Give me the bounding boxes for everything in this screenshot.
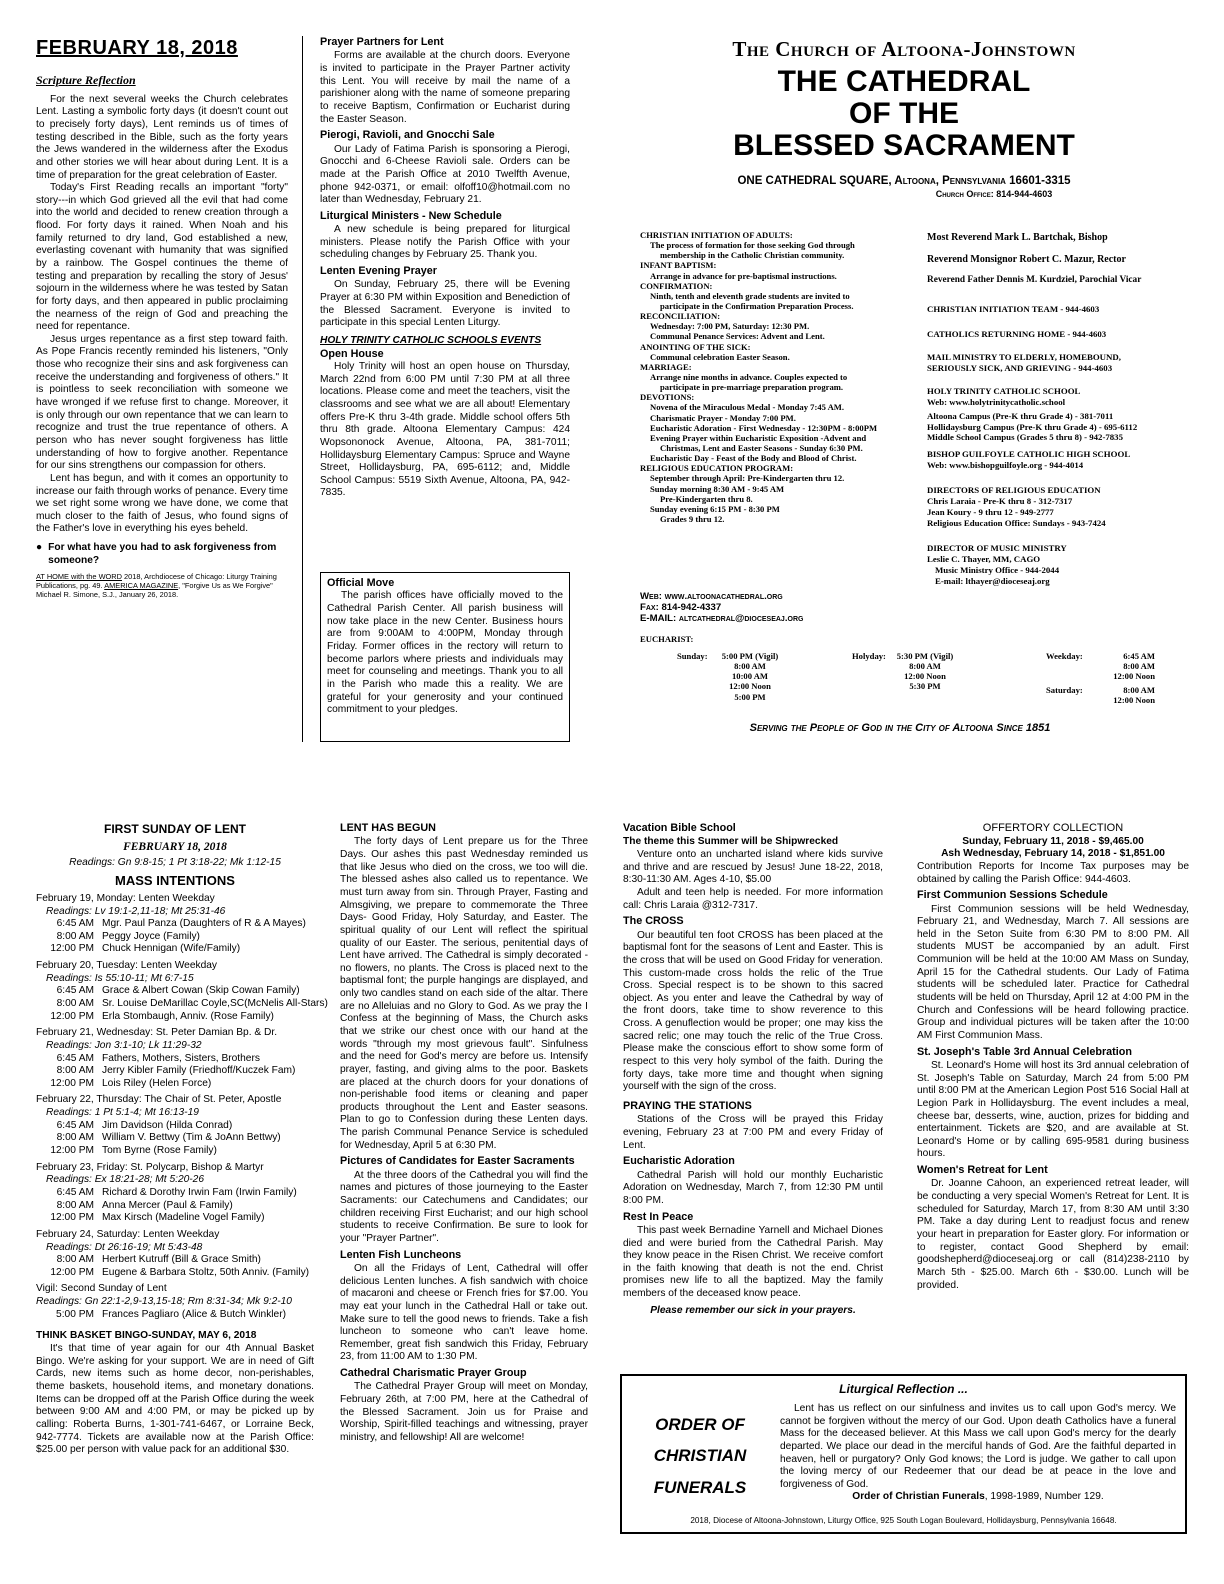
weekday-label: Weekday: [1046, 651, 1083, 661]
source-text-d: , "Forgive Us as We Forgive" Michael R. Simone, S.J., January 26, 2018. [36, 581, 273, 600]
intention-time: 12:00 PM [50, 1010, 94, 1022]
sacrament-detail: Pre-Kindergarten thru 8. [660, 493, 753, 504]
scripture-column [36, 36, 288, 600]
sacrament-detail: Communal Penance Services: Advent and Lent. [650, 331, 825, 342]
side-label-line: FUNERALS [653, 1477, 747, 1497]
reflection-box-body [780, 1403, 1176, 1504]
source-title-a: AT HOME with the WORD [36, 572, 122, 582]
sacrament-heading: DEVOTIONS: [640, 392, 695, 403]
sacrament-detail: Eucharistic Adoration - First Wednesday - 12:30PM - 8:00PM [650, 422, 878, 433]
open-house-title: Open House [320, 347, 384, 360]
mass-time: 6:45 AM [1123, 651, 1155, 661]
hollidaysburg-campus: Hollidaysburg Campus (Pre-K thru Grade 4) - 695-6112 [927, 421, 1138, 432]
intention-name: Fathers, Mothers, Sisters, Brothers [102, 1052, 260, 1064]
music-block [927, 543, 1197, 587]
cross-title: The CROSS [623, 915, 684, 928]
mass-time: 10:00 AM [731, 671, 769, 682]
parish-news-column [623, 822, 883, 1317]
adoration-title: Eucharistic Adoration [623, 1155, 735, 1168]
liturgical-reflection-box [620, 1374, 1187, 1534]
holyday-label: Holyday: [852, 651, 886, 661]
rip-title: Rest In Peace [623, 1210, 694, 1223]
st-joseph-title: St. Joseph's Table 3rd Annual Celebration [917, 1045, 1132, 1058]
middle-campus: Middle School Campus (Grades 5 thru 8) - 942-7835 [927, 432, 1123, 443]
mass-intention [36, 985, 314, 998]
vigil-intention [36, 1309, 314, 1322]
intention-time: 6:45 AM [56, 1052, 94, 1064]
mass-time: 5:00 PM [734, 691, 766, 702]
mass-time: 12:00 Noon [1113, 671, 1155, 682]
intention-name: Sr. Louise DeMarillac Coyle,SC(McNelis All-Stars) [102, 998, 328, 1009]
reflection-paragraph: Lent has begun, and with it comes an opportunity to increase our faith through works of penance. Every time we set right some wrong we have done, we come that much closer to the faith of Jesus, who found signs of the Father's love in everything his eyes beheld. [36, 472, 288, 535]
column-divider [302, 36, 303, 742]
mass-day-title: February 23, Friday: St. Polycarp, Bishop & Martyr [36, 1161, 264, 1173]
dre-block [927, 485, 1197, 529]
intention-time: 8:00 AM [56, 930, 94, 942]
intention-time: 12:00 PM [50, 1077, 94, 1089]
bingo-title: THINK BASKET BINGO-SUNDAY, MAY 6, 2018 [36, 1330, 257, 1342]
reflection-box-text: Lent has us reflect on our sinfulness and invites us to call upon God's mercy. We cannot be forgiven without the mercy of our God. Upon death Catholics have a funeral Mass for the deceased believer. At this Mass we call upon God's mercy for the dearly departed. We place our dead in the merciful hands of God. Are the faithful departed in heaven, hell or purgatory? Only God knows; the Lord is judge. We gather to call upon the loving mercy of our Redeemer that our dead be at peace in the love and forgiveness of God. [780, 1403, 1176, 1490]
womens-retreat-title: Women's Retreat for Lent [917, 1164, 1048, 1177]
mail-ministry-line: SERIOUSLY SICK, AND GRIEVING - 944-4603 [927, 362, 1113, 373]
mass-time: 8:00 AM [909, 661, 941, 672]
question-text: For what have you had to ask forgiveness from someone? [48, 542, 277, 566]
side-label-line: ORDER OF [655, 1415, 745, 1434]
mass-time: 12:00 Noon [729, 681, 771, 692]
official-move-text: The parish offices have officially moved to the Cathedral Parish Center. All parish business will now take place in the new Center. Business hours are from 9:00AM to 4:00PM, Monday through Friday. Former offices in the rectory will return to become parlors where priests and individuals may meet for counseling and meetings. Thank you to all in the Parish who made this a reality. We are grateful for your generosity and your continued commitment to your pledges. [327, 590, 563, 716]
intention-name: Herbert Kutruff (Bill & Grace Smith) [102, 1254, 261, 1266]
intention-time: 12:00 PM [50, 1266, 94, 1278]
mass-day-title: February 24, Saturday: Lenten Weekday [36, 1228, 220, 1240]
intention-time: 8:00 AM [56, 1065, 94, 1077]
returning-home: CATHOLICS RETURNING HOME - 944-4603 [927, 328, 1107, 339]
rip-text: This past week Bernadine Yarnell and Michael Diones died and were buried from the Cathedral Parish. May they know peace in the Risen Christ. We receive comfort in the faith knowing that death is not the end. Christ promises new life to all the baptized. May the family members of the deceased know peace. [623, 1224, 883, 1300]
lent-title: FIRST SUNDAY OF LENT [103, 822, 246, 836]
school-block [927, 386, 1197, 444]
mail-ministry [927, 352, 1197, 374]
mass-intention [36, 1267, 314, 1280]
open-house-text: Holy Trinity will host an open house on Thursday, March 22nd from 6:00 PM until 7:30 PM at all three locations. Please come and meet the teachers, visit the classrooms and see what we are all about! Elementary offers Pre-K thru 3-4th grade. Middle school offers 5th thru 8th grade. Altoona Elementary Campus: 424 Wopsononock Avenue, Altoona, PA, 381-7011; Hollidaysburg Elementary Campus: Spruce and Wayne Street, Hollidaysburg, PA, 695-6112; and, Middle School Campus: 5519 Sixth Avenue, Altoona, PA, 942-7835. [320, 361, 570, 499]
mass-intention [36, 1212, 314, 1225]
mass-day [36, 893, 314, 956]
pictures-text: At the three doors of the Cathedral you will find the names and pictures of those journeying to the Easter Sacraments: our Catechumens and Candidates; our children receiving First Eucharist; and our high school students to receive Confirmation. Be sure to look for your "Prayer Partner". [340, 1169, 588, 1244]
sacrament-heading: CONFIRMATION: [640, 280, 713, 291]
saturday-times [1095, 685, 1155, 705]
intention-name: Grace & Albert Cowan (Skip Cowan Family) [102, 985, 300, 997]
sick-reminder: Please remember our sick in your prayers. [650, 1304, 856, 1316]
vbs-title: Vacation Bible School [623, 822, 736, 834]
lent-column [340, 822, 588, 1445]
weekday-times [1095, 651, 1155, 681]
evening-prayer-title: Lenten Evening Prayer [320, 265, 438, 278]
reflection-question [36, 542, 288, 567]
vigil-readings: Readings: Gn 22:1-2,9-13,15-18; Rm 8:31-34; Mk 9:2-10 [36, 1296, 292, 1308]
music-line: Leslie C. Thayer, MM, CAGO [927, 554, 1041, 565]
dre-line: Religious Education Office: Sundays - 943-7424 [927, 518, 1106, 529]
holyday-times [885, 651, 965, 692]
sacrament-heading: RELIGIOUS EDUCATION PROGRAM: [640, 463, 794, 474]
sacrament-detail: Sunday evening 6:15 PM - 8:30 PM [650, 503, 780, 514]
contact-block [640, 591, 920, 624]
church-name: The Church of Altoona-Johnstown [732, 37, 1076, 61]
sacrament-detail: Arrange nine months in advance. Couples expected to [650, 371, 848, 382]
vigil-block [36, 1283, 314, 1321]
music-line: Music Ministry Office - 944-2044 [935, 565, 1060, 576]
sacrament-detail: The process of formation for those seeking God through [650, 240, 855, 251]
mass-day-readings: Readings: 1 Pt 5:1-4; Mt 16:13-19 [46, 1107, 199, 1119]
intention-time: 8:00 AM [56, 998, 94, 1009]
source-title-c: AMERICA MAGAZINE [104, 581, 179, 591]
mass-time: 12:00 Noon [1113, 695, 1155, 706]
intention-time: 6:45 AM [56, 985, 94, 997]
saturday-label: Saturday: [1046, 685, 1083, 695]
vicar: Reverend Father Dennis M. Kurdziel, Parochial Vicar [927, 275, 1142, 285]
mass-intention [36, 1200, 314, 1213]
office-phone: Church Office: 814-944-4603 [935, 188, 1053, 199]
sacrament-detail: Christmas, Lent and Easter Seasons - Sunday 6:30 PM. [660, 442, 863, 453]
mass-day-title: February 21, Wednesday: St. Peter Damian Bp. & Dr. [36, 1027, 278, 1039]
stations-title: PRAYING THE STATIONS [623, 1099, 752, 1112]
first-communion-title: First Communion Sessions Schedule [917, 889, 1108, 902]
mass-time: 8:00 AM [1123, 661, 1155, 672]
intention-name: Chuck Hennigan (Wife/Family) [102, 943, 241, 955]
mass-intention [36, 1187, 314, 1200]
offertory-ash: Ash Wednesday, February 14, 2018 - $1,851.00 [941, 848, 1165, 860]
announcements-column [320, 36, 570, 500]
school-web[interactable]: Web: www.holytrinitycatholic.school [927, 396, 1066, 407]
mass-intention [36, 931, 314, 944]
mass-time: 8:00 AM [1123, 685, 1155, 695]
reflection-citation [780, 1491, 1176, 1504]
mass-intention [36, 1132, 314, 1145]
intention-name: Anna Mercer (Paul & Family) [102, 1199, 233, 1211]
bullet-icon: ● [36, 542, 43, 554]
sacrament-detail: Ninth, tenth and eleventh grade students are invited to [650, 290, 850, 301]
mass-time: 5:30 PM [909, 681, 941, 692]
mass-time: 5:00 PM (Vigil) [721, 651, 779, 661]
intention-time: 8:00 AM [56, 1132, 94, 1144]
reflection-paragraph: For the next several weeks the Church celebrates Lent. Lasting a symbolic forty days (it doesn't count out to precisely forty days), Lent reminds us of times of testing described in the Bible, such as the forty years the Jews wandered in the wilderness after the Exodus and other stories we will hear about during Lent. It is a time of preparation for the great celebration of Easter. [36, 93, 288, 181]
source-text-b: 2018, Archdiocese of Chicago: Liturgy Training Publications, pg. 49. [36, 572, 277, 591]
sacrament-detail: Evening Prayer within Eucharistic Exposition -Advent and [650, 432, 867, 443]
eucharist-label: EUCHARIST: [640, 634, 694, 644]
intention-name: William V. Bettwy (Tim & JoAnn Bettwy) [102, 1132, 281, 1144]
sacrament-detail: Wednesday: 7:00 PM, Saturday: 12:30 PM. [650, 321, 810, 332]
side-label-line: CHRISTIAN [653, 1446, 747, 1466]
offertory-title: OFFERTORY COLLECTION [982, 822, 1124, 834]
intention-name: Mgr. Paul Panza (Daughters of R & A Mayes) [102, 918, 306, 930]
pierogi-text: Our Lady of Fatima Parish is sponsoring a Pierogi, Gnocchi and 6-Cheese Ravioli sale. Orders can be made at the Parish Office at 2010 Twelfth Avenue, phone 942-0371, or email: olfoff10@hotmail.com no later than Wednesday, February 21. [320, 143, 570, 206]
intention-time: 8:00 AM [56, 1254, 94, 1266]
intention-name: Richard & Dorothy Irwin Fam (Irwin Family) [102, 1186, 297, 1198]
mass-days [36, 892, 328, 1280]
altoona-campus: Altoona Campus (Pre-K thru Grade 4) - 381-7011 [927, 410, 1114, 421]
email-link[interactable]: E-MAIL: altcathedral@dioceseaj.org [640, 613, 804, 625]
reflection-box-title: Liturgical Reflection ... [839, 1382, 968, 1396]
staff-list [927, 232, 1197, 587]
sacrament-detail: Communal celebration Easter Season. [650, 351, 790, 362]
vbs-text: Venture onto an uncharted island where kids survive and thrive and are rescued by Jesus! June 18-22, 2018, 8:30-11:30 AM. Ages 4-10, $5.00 [623, 849, 883, 886]
ministers-text: A new schedule is being prepared for liturgical ministers. Please notify the Parish Office with your scheduling changes by February 25. Thank you. [320, 224, 570, 261]
intention-time: 6:45 AM [56, 1119, 94, 1131]
stations-text: Stations of the Cross will be prayed this Friday evening, February 23 at 7:00 PM and every Friday of Lent. [623, 1114, 883, 1151]
adoration-text: Cathedral Parish will hold our monthly Eucharistic Adoration on Wednesday, March 7, from 12:30 PM until 8:00 PM. [623, 1169, 883, 1206]
mass-day-title: February 19, Monday: Lenten Weekday [36, 892, 215, 904]
sacrament-heading: ANOINTING OF THE SICK: [640, 341, 751, 352]
sacrament-heading: MARRIAGE: [640, 361, 692, 372]
sacrament-heading: RECONCILIATION: [640, 311, 721, 322]
sacrament-detail: Charismatic Prayer - Monday 7:00 PM. [650, 412, 796, 423]
mass-intention [36, 1120, 314, 1133]
mass-day [36, 960, 328, 1023]
bg-school: BISHOP GUILFOYLE CATHOLIC HIGH SCHOOL [927, 449, 1131, 460]
intention-name: Tom Byrne (Rose Family) [102, 1145, 217, 1157]
mass-day-readings: Readings: Lv 19:1-2,11-18; Mt 25:31-46 [46, 905, 226, 917]
mass-intentions-title: MASS INTENTIONS [115, 872, 235, 888]
sacrament-detail: Eucharistic Day - Feast of the Body and Blood of Christ. [650, 453, 857, 464]
contribution-text: Contribution Reports for Income Tax purposes may be obtained by calling the Parish Office: 944-4603. [917, 860, 1189, 885]
bishop: Most Reverend Mark L. Bartchak, Bishop [927, 232, 1108, 243]
intention-time: 5:00 PM [56, 1308, 94, 1320]
reflection-paragraph: Today's First Reading recalls an important "forty" story---in which God grieved all the evil that had come into the world and decided to renew creation through a flood. For forty days it rained. When Noah and his family returned to dry land, God established a new, everlasting covenant with humanity that was signified by a rainbow. The Gospel continues the theme of testing and preparation by recalling the story of Jesus' sojourn in the wilderness where he was tested by Satan for forty days, and then appeared in public proclaiming the nearness of the reign of God and preaching the need for repentance. [36, 182, 288, 333]
official-move-box [320, 572, 570, 742]
mass-intention [36, 1065, 314, 1078]
reflection-box-footer: 2018, Diocese of Altoona-Johnstown, Liturgy Office, 925 South Logan Boulevard, Hollidaysburg, Pennsylvania 16648. [690, 1516, 1117, 1525]
intention-time: 8:00 AM [56, 1199, 94, 1211]
charismatic-text: The Cathedral Prayer Group will meet on Monday, February 26th, at 7:00 PM, here at the Cathedral of the Blessed Sacrament. Join us for Praise and Worship, Spirit-filled teachings and witnessing, prayer ministry, and fellowship! All are welcome! [340, 1381, 588, 1444]
intention-name: Erla Stombaugh, Anniv. (Rose Family) [102, 1010, 274, 1022]
dre-line: Chris Laraia - Pre-K thru 8 - 312-7317 [927, 496, 1073, 507]
bg-web[interactable]: Web: www.bishopguilfoyle.org - 944-4014 [927, 460, 1084, 471]
mass-day-readings: Readings: Dt 26:16-19; Mt 5:43-48 [46, 1241, 203, 1253]
reflection-source [36, 573, 288, 600]
intention-name: Lois Riley (Helen Force) [102, 1077, 212, 1089]
title-line-2: OF THE [849, 97, 959, 131]
intention-name: Jim Davidson (Hilda Conrad) [102, 1119, 233, 1131]
offertory-column [917, 822, 1189, 1292]
intention-time: 12:00 PM [50, 943, 94, 955]
sacrament-detail: Novena of the Miraculous Medal - Monday 7:45 AM. [650, 402, 845, 413]
mass-intention [36, 1011, 314, 1024]
mass-intention [36, 1145, 314, 1158]
vigil-label: Vigil: Second Sunday of Lent [36, 1283, 167, 1295]
eucharist-schedule [640, 634, 1160, 706]
sacrament-detail: September through April: Pre-Kindergarten thru 12. [650, 473, 845, 484]
music-line: E-mail: lthayer@dioceseaj.org [935, 576, 1050, 587]
lent-begun-text: The forty days of Lent prepare us for the Three Days. Our ashes this past Wednesday reminded us that like Jesus who died on the cross, we too will die. The blessed ashes also called us to repentance. We must turn away from sin. Through Prayer, Fasting and Almsgiving, we prepare to commemorate the Three Days- Good Friday, Holy Saturday, and Easter. The spiritual quality of our Lent will reflect the spiritual quality of our Easter. The serious, penitential days of Lent have arrived. The Cathedral is simply decorated - no flowers, no plants. The Cross is placed next to the baptismal font; the purple hangings are displayed, and only two candles stand on each side of the altar. There are no Alleluias and no Glory to God. As we pray the I Confess at the beginning of Mass, the Church asks that we strike our chest once with our hand at the words "through my most grievous fault". Sinfulness and the need for God's mercy are before us. Intensify prayer, fasting, and giving alms to the poor. Baskets are placed at the church doors for your donations of non-perishable food items or cleaning and paper products throughout the Lent and Easter seasons. Plan to go to Confession during these Lenten days. The parish Communal Penance Service is scheduled for Wednesday, April 5 at 6:30 PM. [340, 836, 588, 1151]
mass-time: 12:00 Noon [904, 671, 946, 682]
fish-title: Lenten Fish Luncheons [340, 1248, 462, 1261]
fish-text: On all the Fridays of Lent, Cathedral will offer delicious Lenten lunches. A fish sandwich with choice of macaroni and cheese or French fries for $7.00. You may eat your lunch in the Cathedral Hall or take out. Make sure to tell the good news to friends. Take a fish luncheon to someone who can't leave home. Remember, great fish sandwich this Friday, February 23, from 11:00 AM to 1:30 PM. [340, 1262, 588, 1363]
sacrament-detail: Grades 9 thru 12. [660, 513, 725, 524]
cross-text: Our beautiful ten foot CROSS has been placed at the baptismal font for the seasons of Lent and Easter. This is the cross that will be used on Good Friday for veneration. This custom-made cross holds the relic of the True Cross. Special respect is to be shown to this sacred object. As you enter and leave the Cathedral by way of the front doors, take time to show reverence to this Cross. A genuflection would be proper; one may kiss the sacred relic; one may touch the relic of the True Cross. Please make the conscious effort to show some form of respect to this very holy symbol of the faith. During the forty days, take more time and thought when signing yourself with the sign of the cross. [623, 929, 883, 1093]
intention-name: Jerry Kibler Family (Friedhoff/Kuczek Fam) [102, 1065, 296, 1077]
pictures-title: Pictures of Candidates for Easter Sacraments [340, 1155, 575, 1168]
vbs-theme: The theme this Summer will be Shipwrecked [623, 836, 839, 848]
intention-time: 6:45 AM [56, 1186, 94, 1198]
st-joseph-text: St. Leonard's Home will host its 3rd annual celebration of St. Joseph's Table on Saturday, March 24 from 5:00 PM until 8:00 PM at the American Legion Post 516 Social Hall at Legion Park in Hollidaysburg. The event includes a meal, cheese bar, desserts, wine, auction, prizes for bidding and entertainment. Tickets are $20, and are available at St. Leonard's Home or by calling 695-9581 during business hours. [917, 1059, 1189, 1160]
masthead [620, 36, 1188, 200]
mass-intention [36, 1254, 314, 1267]
mass-time: 5:30 PM (Vigil) [896, 651, 954, 661]
mass-intention [36, 1053, 314, 1066]
charismatic-title: Cathedral Charismatic Prayer Group [340, 1367, 527, 1380]
intention-time: 6:45 AM [56, 918, 94, 930]
intention-name: Peggy Joyce (Family) [102, 930, 200, 942]
prayer-partners-title: Prayer Partners for Lent [320, 36, 444, 48]
mass-day-title: February 22, Thursday: The Chair of St. Peter, Apostle [36, 1094, 282, 1106]
bg-block [927, 449, 1197, 471]
reflection-paragraph: Jesus urges repentance as a first step toward faith. As Pope Francis recently reminded his listeners, "Only those who recognize their sins and ask forgiveness can receive the understanding and forgiveness of others." It is pointless to seek reconciliation with someone we have wronged if we refuse first to change. Moreover, it is only through our own repentance that we can learn to recognize and trust the true repentance of others. A person who has never sought forgiveness has little understanding of how to forgive another. Repentance for our sins strengthens our compassion for others. [36, 333, 288, 472]
dre-title: DIRECTORS OF RELIGIOUS EDUCATION [927, 485, 1101, 496]
sacrament-detail: participate in pre-marriage preparation program. [660, 382, 844, 393]
fax-number: Fax: 814-942-4337 [640, 602, 722, 614]
funerals-side-label [630, 1409, 770, 1503]
mass-intention [36, 943, 314, 956]
mass-intention [36, 998, 328, 1011]
title-line-3: BLESSED SACRAMENT [733, 129, 1075, 163]
offertory-sunday: Sunday, February 11, 2018 - $9,465.00 [962, 835, 1144, 847]
sunday-readings: Readings: Gn 9:8-15; 1 Pt 3:18-22; Mk 1:12-15 [69, 857, 281, 869]
mass-day [36, 1162, 314, 1225]
ministers-title: Liturgical Ministers - New Schedule [320, 209, 502, 222]
sacrament-detail: participate in the Confirmation Preparation Process. [660, 300, 854, 311]
sacrament-heading: CHRISTIAN INITIATION OF ADULTS: [640, 230, 793, 240]
address: ONE CATHEDRAL SQUARE, Altoona, Pennsylvania 16601-3315 [737, 175, 1071, 188]
first-communion-text: First Communion sessions will be held Wednesday, February 21, and Wednesday, March 7. All sessions are held in the Seton Suite from 6:30 PM to 8:00 PM. All students MUST be accompanied by an adult. First Communion will be held at the 10:00 AM Mass on Sunday, April 15 for the Cathedral students. Our Lady of Fatima students will be scheduled later. Practice for Cathedral students will be held on Thursday, April 12 at 4:00 PM in the Church and Confessions will be heard following practice. Group and individual pictures will be taken after the 10:00 AM First Communion Mass. [917, 903, 1189, 1041]
mass-day-readings: Readings: Is 55:10-11; Mt 6:7-15 [46, 972, 194, 984]
mass-day [36, 1229, 314, 1280]
mass-day [36, 1094, 314, 1157]
intention-name: Eugene & Barbara Stoltz, 50th Anniv. (Family) [102, 1266, 310, 1278]
dre-line: Jean Koury - 9 thru 12 - 949-2777 [927, 507, 1054, 518]
initiation-team: CHRISTIAN INITIATION TEAM - 944-4603 [927, 303, 1100, 314]
sunday-label: Sunday: [677, 651, 708, 661]
intention-name: Frances Pagliaro (Alice & Butch Winkler) [102, 1308, 287, 1320]
sacrament-detail: Arrange in advance for pre-baptismal instructions. [650, 270, 837, 281]
sacrament-heading: INFANT BAPTISM: [640, 260, 717, 271]
prayer-partners-text: Forms are available at the church doors. Everyone is invited to participate in the Prayer Partner activity this Lent. You will receive by mail the name of a parishioner along with the name of someone preparing to receive Baptism, Confirmation or Eucharist during the Easter Season. [320, 50, 570, 125]
mass-day-title: February 20, Tuesday: Lenten Weekday [36, 960, 218, 972]
mass-intention [36, 1078, 314, 1091]
sacrament-detail: membership in the Catholic Christian community. [660, 250, 845, 261]
vbs-text-2: Adult and teen help is needed. For more information call: Chris Laraia @312-7317. [623, 886, 883, 911]
mass-day [36, 1027, 314, 1090]
evening-prayer-text: On Sunday, February 25, there will be Evening Prayer at 6:30 PM within Exposition and Benediction of the Blessed Sacrament. Everyone is invited to participate in this special Lenten Liturgy. [320, 279, 570, 329]
lent-date: FEBRUARY 18, 2018 [123, 840, 227, 853]
school-name: HOLY TRINITY CATHOLIC SCHOOL [927, 385, 1081, 396]
music-title: DIRECTOR OF MUSIC MINISTRY [927, 543, 1067, 554]
sacraments-list [640, 230, 920, 524]
date-heading: FEBRUARY 18, 2018 [36, 37, 238, 59]
womens-retreat-text: Dr. Joanne Cahoon, an experienced retreat leader, will be conducting a very special Women's Retreat for Lent. It is scheduled for Saturday, March 17, from 8:30 AM until 3:30 PM. Take a day during Lent to readjust focus and renew your heart in preparation for Easter glory. For information or to register, contact Good Shepherd by email: goodshepherd@dioceseaj.org or call (814)238-2110 by March 5th - $25.00. March 6th - $30.00. Lunch will be provided. [917, 1178, 1189, 1291]
mass-time: 8:00 AM [734, 661, 766, 672]
sacrament-detail: Sunday morning 8:30 AM - 9:45 AM [650, 483, 785, 494]
citation-title: Order of Christian Funerals [852, 1491, 985, 1503]
rector: Reverend Monsignor Robert C. Mazur, Rector [927, 253, 1126, 265]
mass-intention [36, 918, 314, 931]
sunday-times [720, 651, 780, 702]
official-move-title: Official Move [327, 577, 395, 589]
mass-intentions-column [36, 822, 328, 1457]
web-link[interactable]: Web: www.altoonacathedral.org [640, 591, 783, 602]
serving-tagline: Serving the People of God in the City of Altoona Since 1851 [749, 722, 1051, 734]
citation-rest: , 1998-1989, Number 129. [984, 1491, 1104, 1503]
schools-title: HOLY TRINITY CATHOLIC SCHOOLS EVENTS [320, 335, 542, 347]
mail-ministry-line: MAIL MINISTRY TO ELDERLY, HOMEBOUND, [927, 351, 1121, 362]
pierogi-title: Pierogi, Ravioli, and Gnocchi Sale [320, 129, 495, 142]
mass-day-readings: Readings: Jon 3:1-10; Lk 11:29-32 [46, 1039, 202, 1051]
mass-day-readings: Readings: Ex 18:21-28; Mt 5:20-26 [46, 1174, 205, 1186]
intention-name: Max Kirsch (Madeline Vogel Family) [102, 1212, 265, 1224]
lent-begun-title: LENT HAS BEGUN [340, 822, 436, 834]
reflection-title: Scripture Reflection [36, 72, 136, 87]
title-line-1: THE CATHEDRAL [777, 65, 1031, 99]
intention-time: 12:00 PM [50, 1145, 94, 1157]
bingo-text: It's that time of year again for our 4th Annual Basket Bingo. We're asking for your support. We are in need of Gift Cards, new items such as home decor, non-perishables, theme baskets, household items, and monetary donations. Items can be dropped off at the Parish Office during the week between 9:00 AM and 4:00 PM, or may be picked up by calling: Roberta Burns, 1-301-741-6467, or Lorraine Beck, 942-7774. Tickets are available now at the Parish Office: $25.00 per person with value pack for an additional $30. [36, 1343, 314, 1456]
intention-time: 12:00 PM [50, 1212, 94, 1224]
